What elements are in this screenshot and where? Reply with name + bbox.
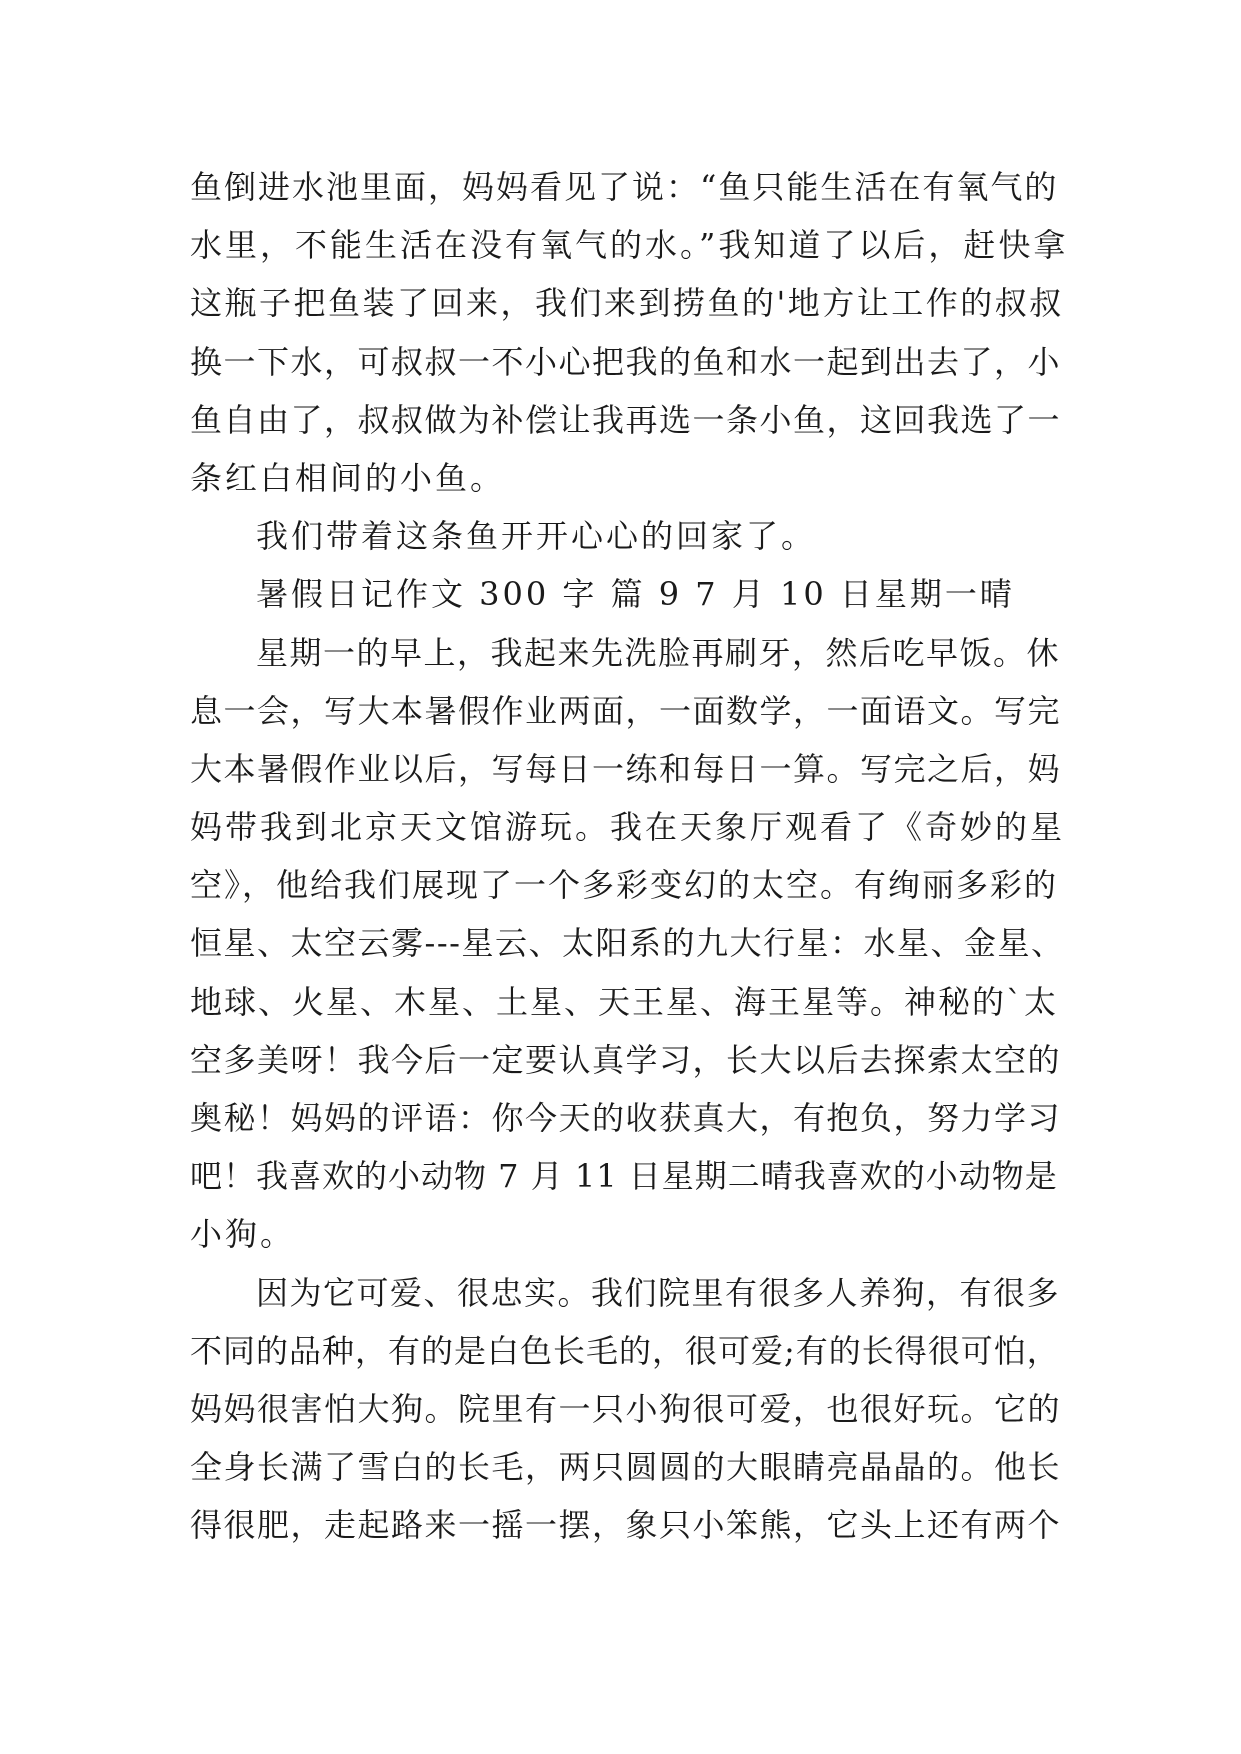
text-line: 全身长满了雪白的长毛，两只圆圆的大眼睛亮晶晶的。他长 (190, 1448, 1062, 1487)
text-line: 因为它可爱、很忠实。我们院里有很多人养狗，有很多 (256, 1273, 1061, 1312)
text-line: 恒星、太空云雾---星云、太阳系的九大行星：水星、金星、 (190, 924, 1065, 963)
text-line: 小狗。 (190, 1215, 296, 1254)
text-line: 水里，不能生活在没有氧气的水。”我知道了以后，赶快拿 (190, 226, 1069, 265)
text-line: 妈妈很害怕大狗。院里有一只小狗很可爱，也很好玩。它的 (190, 1389, 1062, 1428)
text-line: 地球、火星、木星、土星、天王星、海王星等。神秘的`太 (190, 982, 1059, 1021)
text-line: 鱼倒进水池里面，妈妈看见了说：“鱼只能生活在有氧气的 (190, 168, 1059, 206)
text-line: 空多美呀！我今后一定要认真学习，长大以后去探索太空的 (190, 1040, 1062, 1079)
text-line: 妈带我到北京天文馆游玩。我在天象厅观看了《奇妙的星 (190, 808, 1066, 847)
text-line: 换一下水，可叔叔一不小心把我的鱼和水一起到出去了，小 (190, 342, 1062, 381)
text-line: 鱼自由了，叔叔做为补偿让我再选一条小鱼，这回我选了一 (190, 400, 1062, 439)
text-line: 奥秘！妈妈的评语：你今天的收获真大，有抱负，努力学习 (190, 1099, 1062, 1137)
text-line: 星期一的早上，我起来先洗脸再刷牙，然后吃早饭。休 (256, 633, 1061, 672)
text-line: 息一会，写大本暑假作业两面，一面数学，一面语文。写完 (190, 691, 1062, 730)
text-line: 条红白相间的小鱼。 (190, 458, 506, 497)
text-line: 吧！我喜欢的小动物 7 月 11 日星期二晴我喜欢的小动物是 (190, 1157, 1058, 1196)
entry-heading: 暑假日记作文 300 字 篇 9 7 月 10 日星期一晴 (256, 575, 1015, 614)
text-line: 大本暑假作业以后，写每日一练和每日一算。写完之后，妈 (190, 749, 1062, 788)
text-line: 我们带着这条鱼开开心心的回家了。 (256, 517, 817, 556)
text-line: 不同的品种，有的是白色长毛的，很可爱;有的长得很可怕， (190, 1331, 1060, 1370)
text-line: 这瓶子把鱼装了回来，我们来到捞鱼的'地方让工作的叔叔 (190, 284, 1064, 323)
text-line: 空》，他给我们展现了一个多彩变幻的太空。有绚丽多彩的 (190, 866, 1059, 905)
text-line: 得很肥，走起路来一摇一摆，象只小笨熊，它头上还有两个 (190, 1506, 1062, 1545)
body-text (190, 158, 1070, 1555)
